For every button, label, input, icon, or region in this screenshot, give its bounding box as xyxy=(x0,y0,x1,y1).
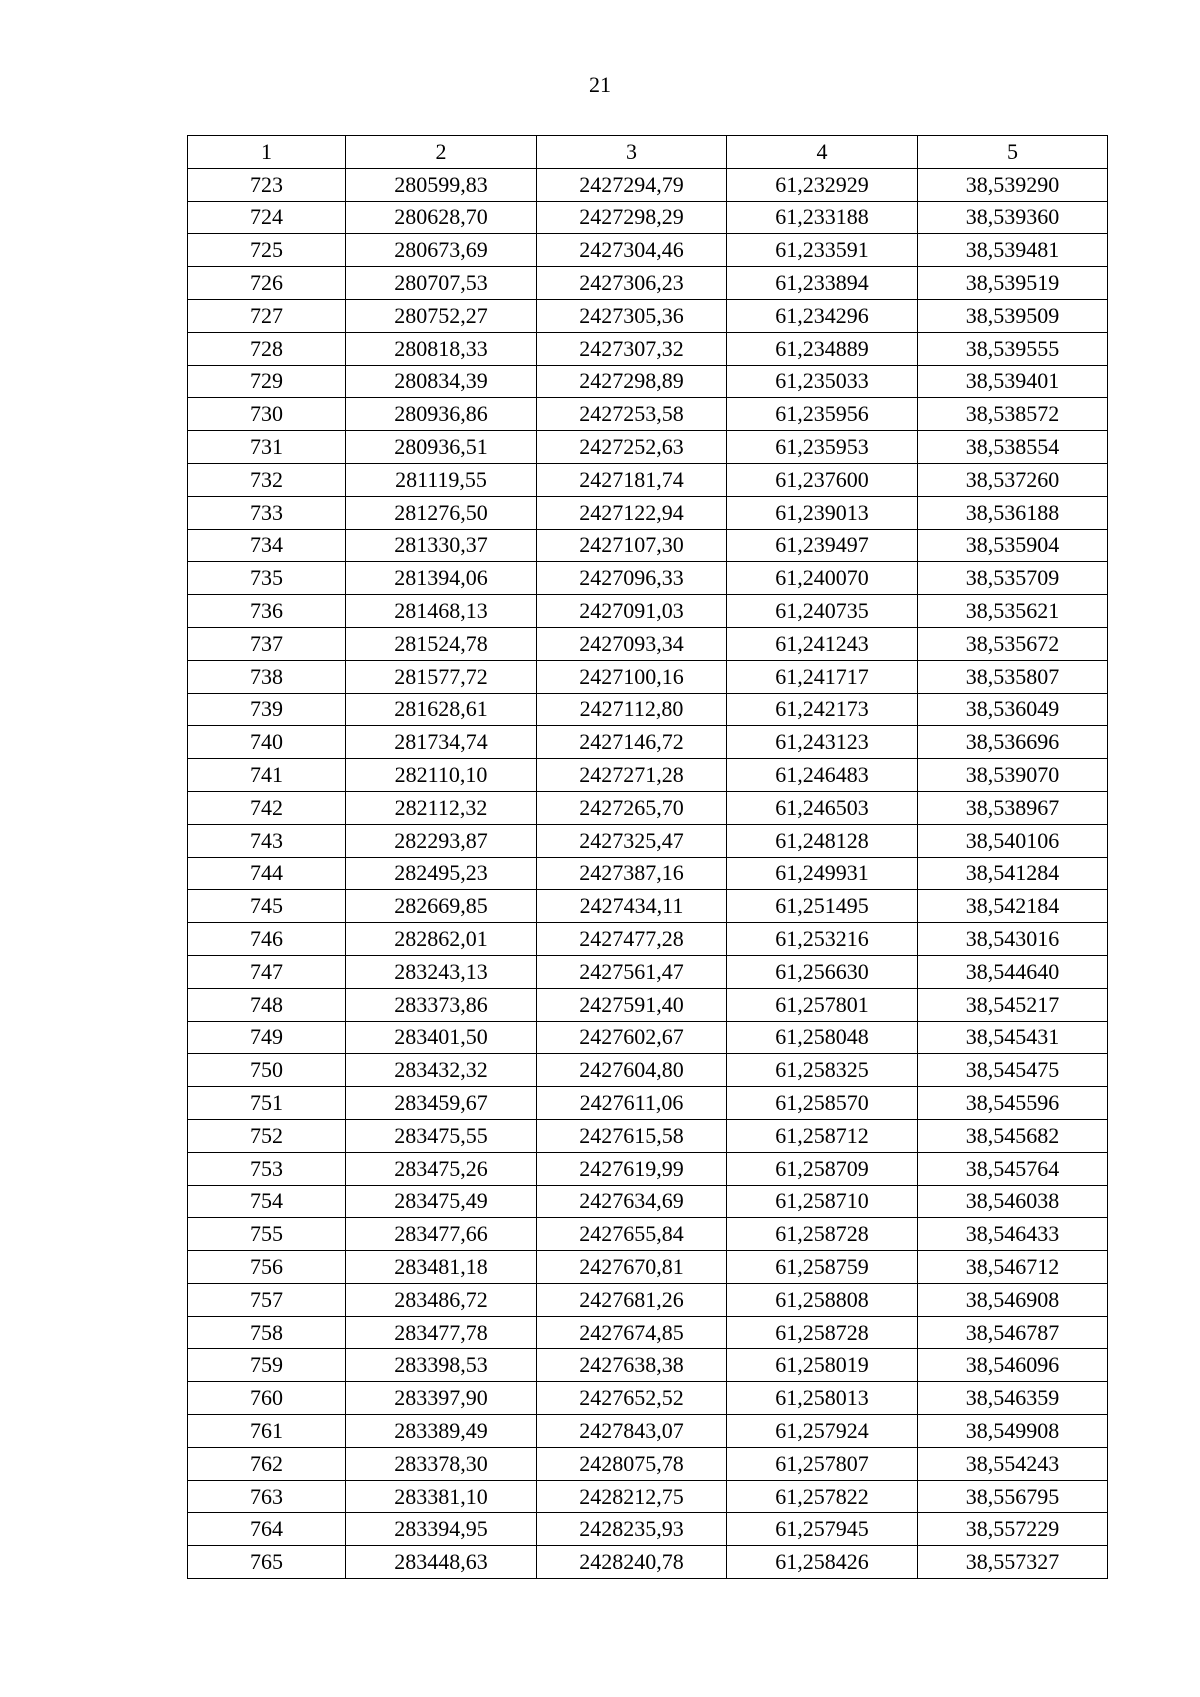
table-cell: 282495,23 xyxy=(346,857,537,890)
table-cell: 280628,70 xyxy=(346,201,537,234)
table-cell: 738 xyxy=(188,660,346,693)
table-cell: 2427670,81 xyxy=(537,1251,727,1284)
table-cell: 61,258325 xyxy=(727,1054,918,1087)
table-cell: 38,545596 xyxy=(918,1087,1108,1120)
table-row xyxy=(188,431,1108,464)
table-row xyxy=(188,365,1108,398)
table-cell: 2427602,67 xyxy=(537,1021,727,1054)
table-cell: 2428235,93 xyxy=(537,1513,727,1546)
table-cell: 729 xyxy=(188,365,346,398)
table-cell: 61,258013 xyxy=(727,1382,918,1415)
table-cell: 283394,95 xyxy=(346,1513,537,1546)
table-cell: 2427265,70 xyxy=(537,791,727,824)
table-cell: 281628,61 xyxy=(346,693,537,726)
table-cell: 2427604,80 xyxy=(537,1054,727,1087)
table-row xyxy=(188,1152,1108,1185)
table-cell: 2427611,06 xyxy=(537,1087,727,1120)
table-row xyxy=(188,168,1108,201)
table-cell: 2428240,78 xyxy=(537,1546,727,1579)
table-cell: 61,241243 xyxy=(727,627,918,660)
table-cell: 38,556795 xyxy=(918,1480,1108,1513)
table-row xyxy=(188,923,1108,956)
table-cell: 744 xyxy=(188,857,346,890)
table-cell: 764 xyxy=(188,1513,346,1546)
table-cell: 38,557229 xyxy=(918,1513,1108,1546)
table-cell: 38,535672 xyxy=(918,627,1108,660)
table-cell: 38,545682 xyxy=(918,1119,1108,1152)
table-cell: 61,251495 xyxy=(727,890,918,923)
table-cell: 733 xyxy=(188,496,346,529)
table-row xyxy=(188,1382,1108,1415)
table-header-row xyxy=(188,136,1108,169)
table-cell: 61,258808 xyxy=(727,1283,918,1316)
table-cell: 38,539290 xyxy=(918,168,1108,201)
table-cell: 2427271,28 xyxy=(537,759,727,792)
table-cell: 280936,86 xyxy=(346,398,537,431)
table-cell: 765 xyxy=(188,1546,346,1579)
table-cell: 763 xyxy=(188,1480,346,1513)
table-cell: 38,545764 xyxy=(918,1152,1108,1185)
table-cell: 2427325,47 xyxy=(537,824,727,857)
table-cell: 283459,67 xyxy=(346,1087,537,1120)
table-cell: 38,546433 xyxy=(918,1218,1108,1251)
table-cell: 2427146,72 xyxy=(537,726,727,759)
table-cell: 283401,50 xyxy=(346,1021,537,1054)
table-cell: 735 xyxy=(188,562,346,595)
table-cell: 61,235033 xyxy=(727,365,918,398)
table-cell: 38,540106 xyxy=(918,824,1108,857)
table-cell: 38,545431 xyxy=(918,1021,1108,1054)
table-cell: 2427112,80 xyxy=(537,693,727,726)
table-cell: 38,542184 xyxy=(918,890,1108,923)
table-cell: 38,554243 xyxy=(918,1447,1108,1480)
table-cell: 2427298,29 xyxy=(537,201,727,234)
table-cell: 748 xyxy=(188,988,346,1021)
table-cell: 38,546908 xyxy=(918,1283,1108,1316)
table-cell: 756 xyxy=(188,1251,346,1284)
table-cell: 283381,10 xyxy=(346,1480,537,1513)
table-row xyxy=(188,890,1108,923)
table-cell: 737 xyxy=(188,627,346,660)
table-cell: 752 xyxy=(188,1119,346,1152)
table-cell: 38,546359 xyxy=(918,1382,1108,1415)
table-row xyxy=(188,1447,1108,1480)
table-cell: 282293,87 xyxy=(346,824,537,857)
table-cell: 2427304,46 xyxy=(537,234,727,267)
table-cell: 61,240070 xyxy=(727,562,918,595)
table-cell: 280599,83 xyxy=(346,168,537,201)
table-cell: 61,239497 xyxy=(727,529,918,562)
table-cell: 38,539555 xyxy=(918,332,1108,365)
table-cell: 739 xyxy=(188,693,346,726)
table-cell: 61,233591 xyxy=(727,234,918,267)
table-cell: 61,249931 xyxy=(727,857,918,890)
table-cell: 2427681,26 xyxy=(537,1283,727,1316)
table-row xyxy=(188,824,1108,857)
table-cell: 61,243123 xyxy=(727,726,918,759)
table-cell: 2427100,16 xyxy=(537,660,727,693)
table-cell: 61,258728 xyxy=(727,1316,918,1349)
table-row xyxy=(188,791,1108,824)
table-cell: 283475,55 xyxy=(346,1119,537,1152)
table-cell: 749 xyxy=(188,1021,346,1054)
table-cell: 728 xyxy=(188,332,346,365)
table-cell: 747 xyxy=(188,955,346,988)
table-cell: 61,258570 xyxy=(727,1087,918,1120)
table-cell: 2427619,99 xyxy=(537,1152,727,1185)
table-row xyxy=(188,1218,1108,1251)
table-cell: 61,235956 xyxy=(727,398,918,431)
table-cell: 38,557327 xyxy=(918,1546,1108,1579)
table-cell: 38,537260 xyxy=(918,463,1108,496)
table-cell: 38,539481 xyxy=(918,234,1108,267)
table-cell: 759 xyxy=(188,1349,346,1382)
table-cell: 61,253216 xyxy=(727,923,918,956)
table-cell: 280834,39 xyxy=(346,365,537,398)
table-cell: 61,246483 xyxy=(727,759,918,792)
table-cell: 61,258019 xyxy=(727,1349,918,1382)
table-cell: 283477,78 xyxy=(346,1316,537,1349)
table-cell: 283475,49 xyxy=(346,1185,537,1218)
table-cell: 2427634,69 xyxy=(537,1185,727,1218)
table-cell: 38,535904 xyxy=(918,529,1108,562)
table-cell: 281119,55 xyxy=(346,463,537,496)
table-cell: 745 xyxy=(188,890,346,923)
table-cell: 755 xyxy=(188,1218,346,1251)
table-row xyxy=(188,398,1108,431)
table-cell: 2427615,58 xyxy=(537,1119,727,1152)
table-cell: 38,546038 xyxy=(918,1185,1108,1218)
coordinates-table xyxy=(187,135,1108,1579)
table-row xyxy=(188,627,1108,660)
table-cell: 283397,90 xyxy=(346,1382,537,1415)
table-cell: 2427294,79 xyxy=(537,168,727,201)
table-cell: 723 xyxy=(188,168,346,201)
table-cell: 2427638,38 xyxy=(537,1349,727,1382)
table-cell: 740 xyxy=(188,726,346,759)
table-cell: 61,258048 xyxy=(727,1021,918,1054)
table-cell: 38,539360 xyxy=(918,201,1108,234)
table-row xyxy=(188,857,1108,890)
table-row xyxy=(188,1415,1108,1448)
table-cell: 38,535807 xyxy=(918,660,1108,693)
table-cell: 281468,13 xyxy=(346,595,537,628)
table-cell: 734 xyxy=(188,529,346,562)
table-cell: 762 xyxy=(188,1447,346,1480)
header-cell-5: 5 xyxy=(918,136,1108,169)
table-cell: 61,233188 xyxy=(727,201,918,234)
table-cell: 741 xyxy=(188,759,346,792)
table-row xyxy=(188,529,1108,562)
table-cell: 742 xyxy=(188,791,346,824)
table-cell: 280752,27 xyxy=(346,299,537,332)
table-cell: 2428212,75 xyxy=(537,1480,727,1513)
table-cell: 753 xyxy=(188,1152,346,1185)
table-cell: 283389,49 xyxy=(346,1415,537,1448)
table-row xyxy=(188,1119,1108,1152)
table-cell: 61,258426 xyxy=(727,1546,918,1579)
table-cell: 754 xyxy=(188,1185,346,1218)
table-row xyxy=(188,660,1108,693)
table-row xyxy=(188,201,1108,234)
table-cell: 2427096,33 xyxy=(537,562,727,595)
table-cell: 283477,66 xyxy=(346,1218,537,1251)
table-row xyxy=(188,496,1108,529)
table-cell: 2427252,63 xyxy=(537,431,727,464)
table-cell: 2427122,94 xyxy=(537,496,727,529)
table-cell: 38,535709 xyxy=(918,562,1108,595)
table-cell: 38,538554 xyxy=(918,431,1108,464)
header-cell-2: 2 xyxy=(346,136,537,169)
table-row xyxy=(188,1513,1108,1546)
table-body xyxy=(188,136,1108,1579)
table-cell: 38,536188 xyxy=(918,496,1108,529)
table-cell: 2427655,84 xyxy=(537,1218,727,1251)
table-cell: 280707,53 xyxy=(346,267,537,300)
table-row xyxy=(188,955,1108,988)
table-cell: 2427477,28 xyxy=(537,923,727,956)
table-cell: 61,257822 xyxy=(727,1480,918,1513)
table-cell: 61,240735 xyxy=(727,595,918,628)
table-cell: 38,539519 xyxy=(918,267,1108,300)
table-row xyxy=(188,693,1108,726)
table-cell: 283243,13 xyxy=(346,955,537,988)
table-cell: 38,538967 xyxy=(918,791,1108,824)
table-cell: 61,258709 xyxy=(727,1152,918,1185)
table-cell: 736 xyxy=(188,595,346,628)
table-cell: 724 xyxy=(188,201,346,234)
table-row xyxy=(188,1546,1108,1579)
table-cell: 2428075,78 xyxy=(537,1447,727,1480)
table-cell: 61,258728 xyxy=(727,1218,918,1251)
table-cell: 38,546787 xyxy=(918,1316,1108,1349)
table-cell: 38,544640 xyxy=(918,955,1108,988)
table-cell: 38,545217 xyxy=(918,988,1108,1021)
table-row xyxy=(188,1054,1108,1087)
table-row xyxy=(188,1185,1108,1218)
table-cell: 61,241717 xyxy=(727,660,918,693)
table-cell: 283481,18 xyxy=(346,1251,537,1284)
table-row xyxy=(188,463,1108,496)
table-cell: 2427591,40 xyxy=(537,988,727,1021)
table-cell: 38,535621 xyxy=(918,595,1108,628)
table-cell: 61,258759 xyxy=(727,1251,918,1284)
table-cell: 2427387,16 xyxy=(537,857,727,890)
table-row xyxy=(188,234,1108,267)
table-cell: 757 xyxy=(188,1283,346,1316)
table-row xyxy=(188,988,1108,1021)
table-cell: 761 xyxy=(188,1415,346,1448)
table-cell: 282669,85 xyxy=(346,890,537,923)
table-cell: 38,538572 xyxy=(918,398,1108,431)
table-row xyxy=(188,759,1108,792)
table-cell: 283373,86 xyxy=(346,988,537,1021)
table-cell: 726 xyxy=(188,267,346,300)
table-cell: 283432,32 xyxy=(346,1054,537,1087)
table-cell: 283378,30 xyxy=(346,1447,537,1480)
table-row xyxy=(188,332,1108,365)
table-row xyxy=(188,267,1108,300)
table-row xyxy=(188,1316,1108,1349)
table-cell: 280673,69 xyxy=(346,234,537,267)
page-number: 21 xyxy=(589,72,611,97)
header-cell-4: 4 xyxy=(727,136,918,169)
table-row xyxy=(188,1283,1108,1316)
table-cell: 282110,10 xyxy=(346,759,537,792)
table-cell: 2427181,74 xyxy=(537,463,727,496)
table-cell: 2427093,34 xyxy=(537,627,727,660)
table-cell: 61,246503 xyxy=(727,791,918,824)
table-row xyxy=(188,562,1108,595)
header-cell-3: 3 xyxy=(537,136,727,169)
table-cell: 732 xyxy=(188,463,346,496)
table-cell: 2427253,58 xyxy=(537,398,727,431)
table-cell: 38,546712 xyxy=(918,1251,1108,1284)
table-cell: 751 xyxy=(188,1087,346,1120)
table-cell: 758 xyxy=(188,1316,346,1349)
table-cell: 2427107,30 xyxy=(537,529,727,562)
table-cell: 283475,26 xyxy=(346,1152,537,1185)
table-cell: 2427434,11 xyxy=(537,890,727,923)
table-cell: 38,545475 xyxy=(918,1054,1108,1087)
table-cell: 61,257807 xyxy=(727,1447,918,1480)
table-row xyxy=(188,1251,1108,1284)
table-cell: 61,234889 xyxy=(727,332,918,365)
table-cell: 38,546096 xyxy=(918,1349,1108,1382)
table-cell: 731 xyxy=(188,431,346,464)
table-row xyxy=(188,1349,1108,1382)
table-cell: 280818,33 xyxy=(346,332,537,365)
table-cell: 2427561,47 xyxy=(537,955,727,988)
table-cell: 61,237600 xyxy=(727,463,918,496)
table-cell: 280936,51 xyxy=(346,431,537,464)
table-cell: 2427305,36 xyxy=(537,299,727,332)
table-cell: 725 xyxy=(188,234,346,267)
table-cell: 743 xyxy=(188,824,346,857)
table-cell: 61,242173 xyxy=(727,693,918,726)
table-cell: 61,257801 xyxy=(727,988,918,1021)
table-cell: 38,536696 xyxy=(918,726,1108,759)
table-row xyxy=(188,726,1108,759)
table-cell: 38,539401 xyxy=(918,365,1108,398)
table-cell: 2427652,52 xyxy=(537,1382,727,1415)
table-cell: 61,232929 xyxy=(727,168,918,201)
table-cell: 283486,72 xyxy=(346,1283,537,1316)
table-row xyxy=(188,595,1108,628)
table-cell: 750 xyxy=(188,1054,346,1087)
table-cell: 282862,01 xyxy=(346,923,537,956)
table-cell: 61,258710 xyxy=(727,1185,918,1218)
table-cell: 281330,37 xyxy=(346,529,537,562)
table-cell: 283398,53 xyxy=(346,1349,537,1382)
table-cell: 2427843,07 xyxy=(537,1415,727,1448)
table-cell: 38,543016 xyxy=(918,923,1108,956)
table-cell: 38,541284 xyxy=(918,857,1108,890)
table-cell: 38,539509 xyxy=(918,299,1108,332)
table-cell: 281734,74 xyxy=(346,726,537,759)
table-cell: 760 xyxy=(188,1382,346,1415)
header-cell-1: 1 xyxy=(188,136,346,169)
table-cell: 283448,63 xyxy=(346,1546,537,1579)
table-cell: 61,256630 xyxy=(727,955,918,988)
table-cell: 727 xyxy=(188,299,346,332)
table-row xyxy=(188,1021,1108,1054)
table-cell: 281577,72 xyxy=(346,660,537,693)
table-cell: 2427091,03 xyxy=(537,595,727,628)
table-cell: 38,536049 xyxy=(918,693,1108,726)
table-cell: 2427298,89 xyxy=(537,365,727,398)
table-cell: 38,539070 xyxy=(918,759,1108,792)
table-cell: 61,258712 xyxy=(727,1119,918,1152)
table-cell: 61,235953 xyxy=(727,431,918,464)
table-cell: 281524,78 xyxy=(346,627,537,660)
table-cell: 281394,06 xyxy=(346,562,537,595)
table-row xyxy=(188,1087,1108,1120)
table-row xyxy=(188,299,1108,332)
table-cell: 2427674,85 xyxy=(537,1316,727,1349)
table-cell: 282112,32 xyxy=(346,791,537,824)
table-cell: 61,233894 xyxy=(727,267,918,300)
table-cell: 2427306,23 xyxy=(537,267,727,300)
table-cell: 61,239013 xyxy=(727,496,918,529)
table-cell: 746 xyxy=(188,923,346,956)
table-row xyxy=(188,1480,1108,1513)
table-cell: 61,248128 xyxy=(727,824,918,857)
table-cell: 730 xyxy=(188,398,346,431)
table-cell: 38,549908 xyxy=(918,1415,1108,1448)
table-cell: 61,257924 xyxy=(727,1415,918,1448)
table-cell: 2427307,32 xyxy=(537,332,727,365)
table-cell: 281276,50 xyxy=(346,496,537,529)
table-cell: 61,257945 xyxy=(727,1513,918,1546)
table-cell: 61,234296 xyxy=(727,299,918,332)
